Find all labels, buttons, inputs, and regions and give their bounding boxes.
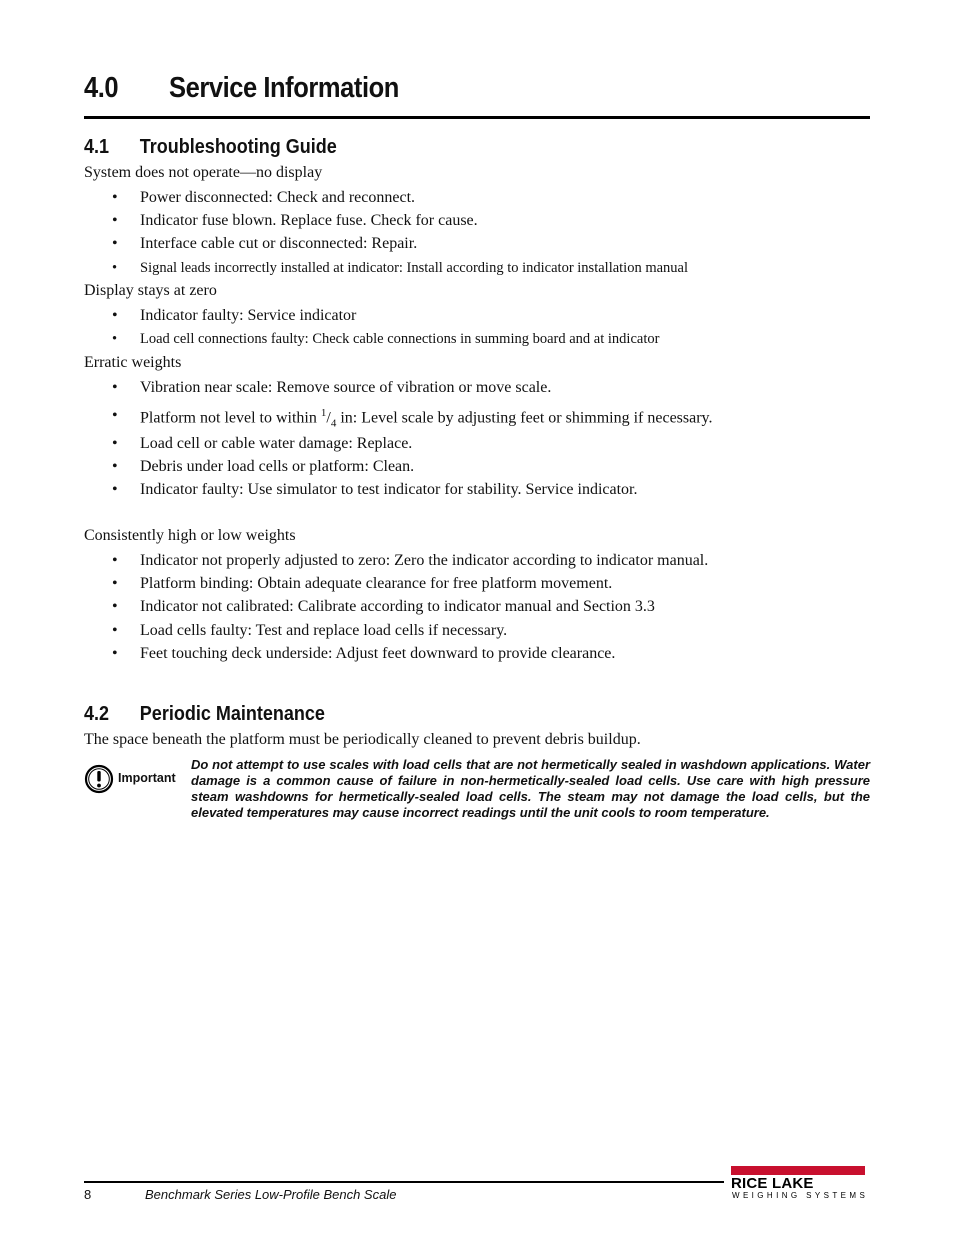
subsection-number: 4.2 bbox=[84, 703, 110, 725]
group-heading: Erratic weights bbox=[84, 354, 182, 371]
subsection-heading-maintenance bbox=[84, 703, 325, 726]
subsection-heading-troubleshooting bbox=[84, 136, 337, 159]
section-title: Service Information bbox=[169, 72, 399, 104]
group-heading: Display stays at zero bbox=[84, 282, 217, 299]
section-number: 4.0 bbox=[84, 72, 119, 104]
footer-document-title: Benchmark Series Low-Profile Bench Scale bbox=[145, 1187, 397, 1202]
important-note-text: Do not attempt to use scales with load cells that are not hermetically sealed in washdown applications. Water damage is a common cause of failure in non-hermetically-sealed load cells. Use care with high pressure steam washdowns for hermetically-sealed load cells. The steam may not damage the load cells, but the elevated temperatures may cause incorrect readings until the unit cools to room temperature. bbox=[191, 757, 870, 820]
logo-red-bar bbox=[731, 1166, 865, 1175]
logo-tagline: WEIGHING SYSTEMS bbox=[732, 1191, 869, 1200]
group-heading: System does not operate—no display bbox=[84, 164, 323, 181]
logo-wordmark: RICE LAKE bbox=[731, 1175, 814, 1192]
subsection-title: Troubleshooting Guide bbox=[139, 136, 337, 158]
maintenance-paragraph: The space beneath the platform must be periodically cleaned to prevent debris buildup. bbox=[84, 731, 641, 748]
footer-rule bbox=[84, 1181, 724, 1183]
subsection-title: Periodic Maintenance bbox=[139, 703, 325, 725]
exclamation-circle-icon bbox=[84, 764, 114, 794]
page-number: 8 bbox=[84, 1187, 92, 1202]
group-heading: Consistently high or low weights bbox=[84, 527, 296, 544]
subsection-number: 4.1 bbox=[84, 136, 110, 158]
important-label: Important bbox=[118, 771, 176, 785]
section-header bbox=[84, 72, 870, 119]
